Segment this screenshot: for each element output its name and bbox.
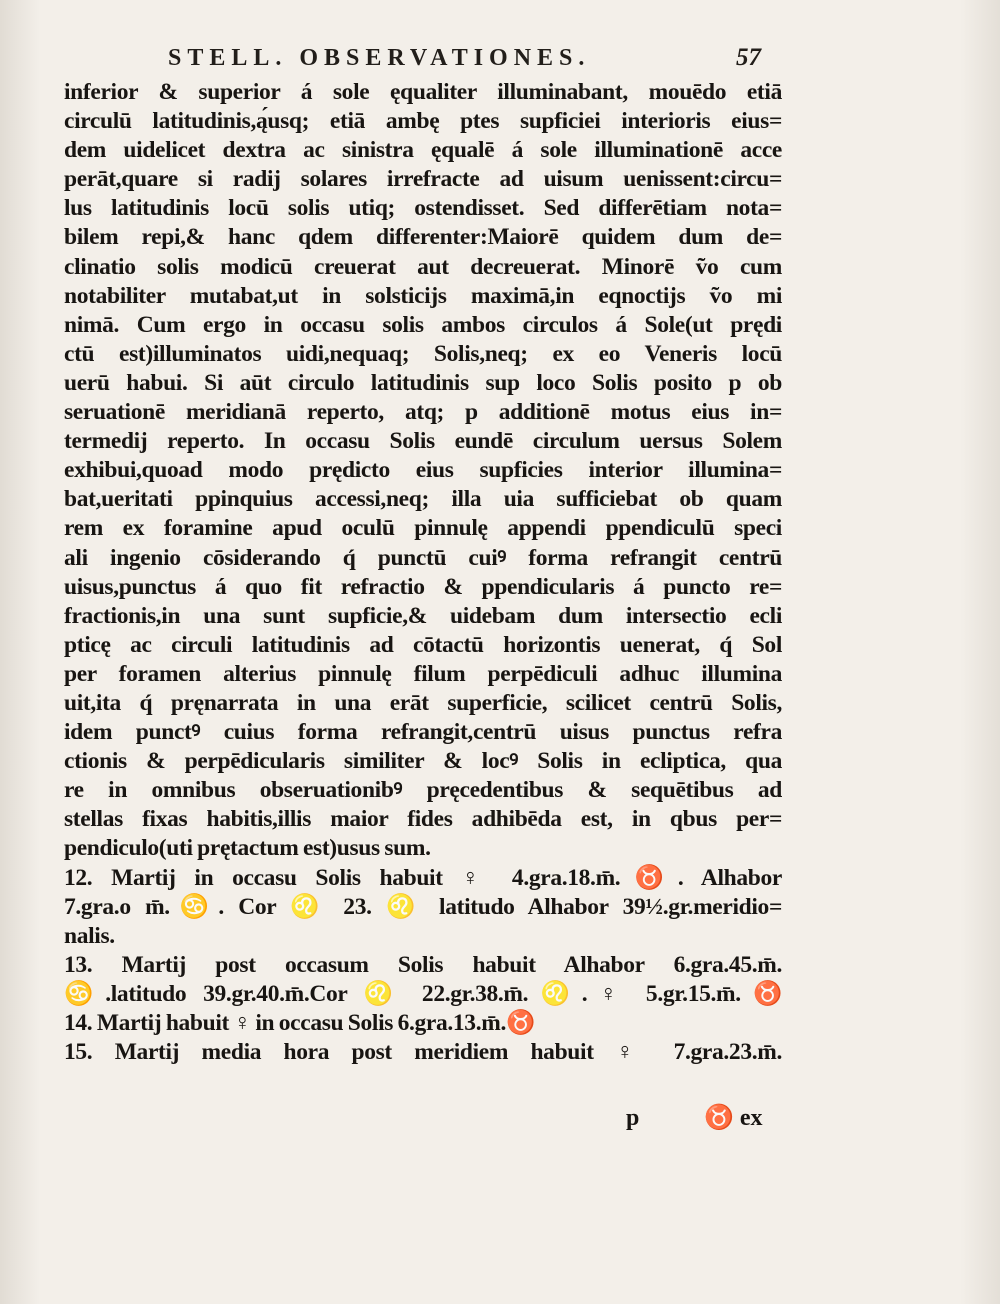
text-line: 13. Martij post occasum Solis habuit Alhabor 6.gra.45.m̄. bbox=[64, 951, 782, 978]
text-line: 7.gra.o m̄.♋. Cor ♌ 23. ♌ latitudo Alhabor 39½.gr.meridio= bbox=[64, 893, 782, 920]
text-line: ali ingenio cōsiderando q́ punctū cuiꝰ forma refrangit centrū bbox=[64, 544, 782, 571]
page-shadow-right bbox=[960, 0, 1000, 1304]
text-line: uit,ita q́ pręnarrata in una erāt superficie, scilicet centrū Solis, bbox=[64, 689, 782, 716]
text-line: uerū habui. Si aūt circulo latitudinis sup loco Solis posito p ob bbox=[64, 369, 782, 396]
page-number: 57 bbox=[736, 44, 761, 71]
text-line: re in omnibus obseruationibꝰ pręcedentibus & sequētibus ad bbox=[64, 777, 782, 804]
running-head: STELL. OBSERVATIONES. bbox=[168, 45, 591, 71]
text-line: nalis. bbox=[64, 922, 115, 949]
text-line: ctū est)illuminatos uidi,nequaq; Solis,neq; ex eo Veneris locū bbox=[64, 340, 782, 367]
body-text bbox=[64, 78, 782, 1067]
page-shadow-left bbox=[0, 0, 40, 1304]
text-line: notabiliter mutabat,ut in solsticijs maximā,in eqnoctijs ṽo mi bbox=[64, 282, 782, 309]
text-line: 14. Martij habuit ♀ in occasu Solis 6.gra.13.m̄.♉ bbox=[64, 1010, 535, 1036]
text-line: bilem repi,& hanc qdem differenter:Maiorē quidem dum de= bbox=[64, 224, 782, 251]
text-line: perāt,quare si radij solares irrefracte ad uisum uenissent:circu= bbox=[64, 166, 782, 193]
text-line: ♋.latitudo 39.gr.40.m̄.Cor ♌ 22.gr.38.m̄.♌.♀ 5.gr.15.m̄.♉ bbox=[64, 980, 782, 1007]
catchword bbox=[620, 1098, 800, 1138]
text-line: clinatio solis modicū creuerat aut decreuerat. Minorē ṽo cum bbox=[64, 253, 782, 280]
text-line: dem uidelicet dextra ac sinistra ęqualē á sole illuminationē acce bbox=[64, 137, 782, 164]
text-line: per foramen alterius pinnulę filum perpēdiculi adhuc illumina bbox=[64, 660, 782, 687]
text-line: lus latitudinis locū solis utiq; ostendisset. Sed differētiam nota= bbox=[64, 195, 782, 222]
signature-mark: p bbox=[626, 1105, 640, 1131]
text-line: pendiculo(uti prętactum est)usus sum. bbox=[64, 835, 431, 862]
text-line: exhibui,quoad modo prędicto eius supficies interior illumina= bbox=[64, 457, 782, 484]
text-line: pticę ac circuli latitudinis ad cōtactū horizontis uenerat, q́ Sol bbox=[64, 631, 782, 658]
text-line: inferior & superior á sole ęqualiter illuminabant, mouēdo etiā bbox=[64, 79, 782, 105]
text-line: circulū latitudinis,ą́usq; etiā ambę ptes supficiei interioris eius= bbox=[64, 108, 782, 135]
text-line: stellas fixas habitis,illis maior fides adhibēda est, in qbus per= bbox=[64, 806, 782, 833]
text-line: fractionis,in una sunt supficie,& uidebam dum intersectio ecli bbox=[64, 602, 782, 629]
text-line: rem ex foramine apud oculū pinnulę appendi ppendiculū speci bbox=[64, 515, 782, 542]
text-line: termedij reperto. In occasu Solis eundē circulum uersus Solem bbox=[64, 428, 782, 455]
text-line: idem punctꝰ cuius forma refrangit,centrū uisus punctus refra bbox=[64, 719, 782, 746]
text-line: seruationē meridianā reperto, atq; p additionē motus eius in= bbox=[64, 399, 782, 426]
catchword-text: ♉ ex bbox=[704, 1105, 763, 1131]
text-line: uisus,punctus á quo fit refractio & ppendicularis á puncto re= bbox=[64, 573, 782, 600]
text-line: nimā. Cum ergo in occasu solis ambos circulos á Sole(ut prędi bbox=[64, 311, 782, 338]
text-line: bat,ueritati ppinquius accessi,neq; illa uia sufficiebat ob quam bbox=[64, 486, 782, 513]
text-line: 12. Martij in occasu Solis habuit ♀ 4.gra.18.m̄.♉. Alhabor bbox=[64, 864, 782, 891]
text-line: ctionis & perpēdicularis similiter & locꝰ Solis in ecliptica, qua bbox=[64, 748, 782, 775]
text-line: 15. Martij media hora post meridiem habuit ♀ 7.gra.23.m̄. bbox=[64, 1039, 782, 1066]
